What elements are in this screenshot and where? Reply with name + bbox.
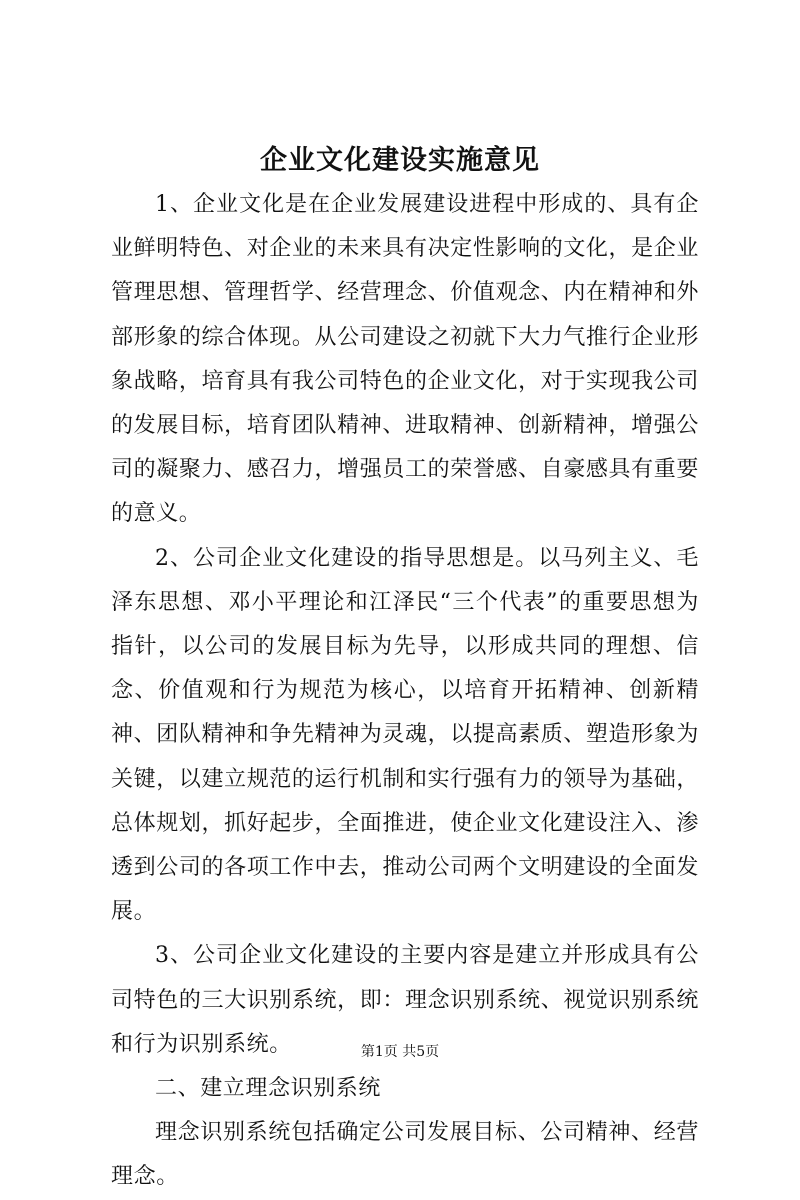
paragraph-1: 1、企业文化是在企业发展建设进程中形成的、具有企业鲜明特色、对企业的未来具有决定性影响的文化，是企业管理思想、管理哲学、经营理念、价值观念、内在精神和外部形象的综合体现。从公司建设之初就下大力气推行企业形象战略，培育具有我公司特色的企业文化，对于实现我公司的发展目标，培育团队精神、进取精神、创新精神，增强公司的凝聚力、感召力，增强员工的荣誉感、自豪感具有重要的意义。 (111, 192, 699, 527)
document-title: 企业文化建设实施意见 (260, 145, 540, 176)
paragraph-3: 3、公司企业文化建设的主要内容是建立并形成具有公司特色的三大识别系统，即：理念识别系统、视觉识别系统和行为识别系统。 (111, 943, 699, 1057)
section-heading: 二、建立理念识别系统 (155, 1076, 382, 1102)
page-footer: 第1页 共5页 (360, 1044, 440, 1060)
paragraph-4: 理念识别系统包括确定公司发展目标、公司精神、经营理念。 (111, 1120, 699, 1190)
paragraph-2: 2、公司企业文化建设的指导思想是。以马列主义、毛泽东思想、邓小平理论和江泽民“三个代表”的重要思想为指针，以公司的发展目标为先导，以形成共同的理想、信念、价值观和行为规范为核心，以培育开拓精神、创新精神、团队精神和争先精神为灵魂，以提高素质、塑造形象为关键，以建立规范的运行机制和实行强有力的领导为基础，总体规划，抓好起步，全面推进，使企业文化建设注入、渗透到公司的各项工作中去，推动公司两个文明建设的全面发展。 (111, 545, 699, 925)
